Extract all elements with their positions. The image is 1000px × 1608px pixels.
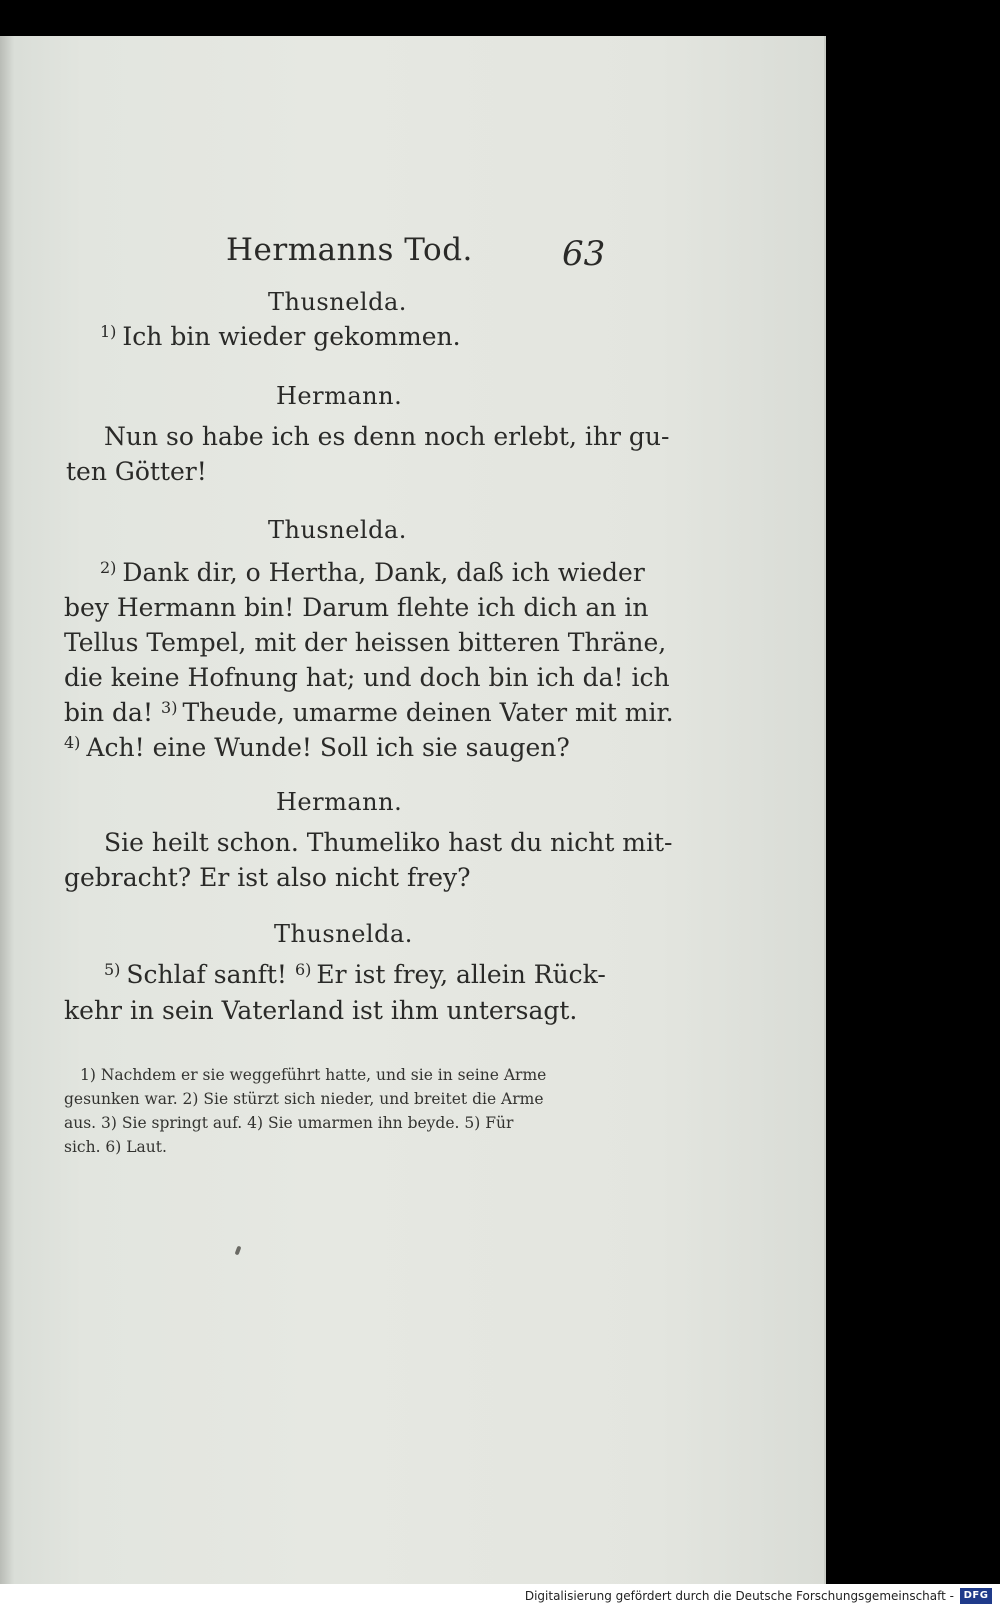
footnote-marker: 5) — [104, 960, 121, 979]
scan-artifact — [828, 958, 1000, 960]
dialogue-text: Theude, umarme deinen Vater mit mir. — [182, 698, 674, 727]
dialogue-line: Sie heilt schon. Thumeliko hast du nicht mit- — [104, 828, 673, 857]
footnote-line: sich. 6) Laut. — [64, 1138, 167, 1156]
dialogue-line: gebracht? Er ist also nicht frey? — [64, 863, 471, 892]
dialogue-text: Ich bin wieder gekommen. — [122, 322, 461, 351]
footnote-line: 1) Nachdem er sie weggeführt hatte, und sie in seine Arme — [80, 1066, 547, 1084]
dialogue-text: Schlaf sanft! — [126, 960, 287, 989]
book-page — [0, 36, 826, 1584]
credit-text: Digitalisierung gefördert durch die Deutsche Forschungsgemeinschaft - — [524, 1589, 954, 1603]
dialogue-line — [100, 322, 461, 351]
speaker-name: Hermann. — [276, 382, 403, 410]
dialogue-line: bey Hermann bin! Darum flehte ich dich an in — [64, 593, 649, 622]
dialogue-text: Er ist frey, allein Rück- — [316, 960, 606, 989]
speaker-name: Thusnelda. — [268, 288, 407, 316]
dialogue-line: Nun so habe ich es denn noch erlebt, ihr gu- — [104, 422, 670, 451]
dialogue-line: kehr in sein Vaterland ist ihm untersagt. — [64, 996, 578, 1025]
footnote-line: aus. 3) Sie springt auf. 4) Sie umarmen ihn beyde. 5) Für — [64, 1114, 514, 1132]
dialogue-line: ten Götter! — [66, 457, 207, 486]
footnote-marker: 3) — [161, 698, 178, 717]
footnote-marker: 1) — [100, 322, 117, 341]
running-title: Hermanns Tod. — [226, 232, 473, 268]
footnote-marker: 2) — [100, 558, 117, 577]
footnote-marker: 4) — [64, 733, 81, 752]
speaker-name: Thusnelda. — [274, 920, 413, 948]
dialogue-text: Ach! eine Wunde! Soll ich sie saugen? — [86, 733, 570, 762]
dialogue-line — [64, 733, 570, 762]
dialogue-line: die keine Hofnung hat; und doch bin ich da! ich — [64, 663, 670, 692]
footnote-marker: 6) — [294, 960, 312, 979]
dfg-logo: DFG — [960, 1588, 992, 1604]
speaker-name: Thusnelda. — [268, 516, 407, 544]
page-shadow — [0, 36, 14, 1584]
dialogue-text: Dank dir, o Hertha, Dank, daß ich wieder — [122, 558, 645, 587]
footnote-line: gesunken war. 2) Sie stürzt sich nieder, und breitet die Arme — [64, 1090, 544, 1108]
dialogue-text: bin da! — [64, 698, 154, 727]
dialogue-line — [64, 698, 674, 727]
speaker-name: Hermann. — [276, 788, 403, 816]
dialogue-line — [100, 558, 645, 587]
credit-bar — [0, 1584, 1000, 1608]
dialogue-line: Tellus Tempel, mit der heissen bitteren Thräne, — [64, 628, 667, 657]
dialogue-line — [104, 960, 606, 989]
page-number: 63 — [562, 234, 606, 274]
